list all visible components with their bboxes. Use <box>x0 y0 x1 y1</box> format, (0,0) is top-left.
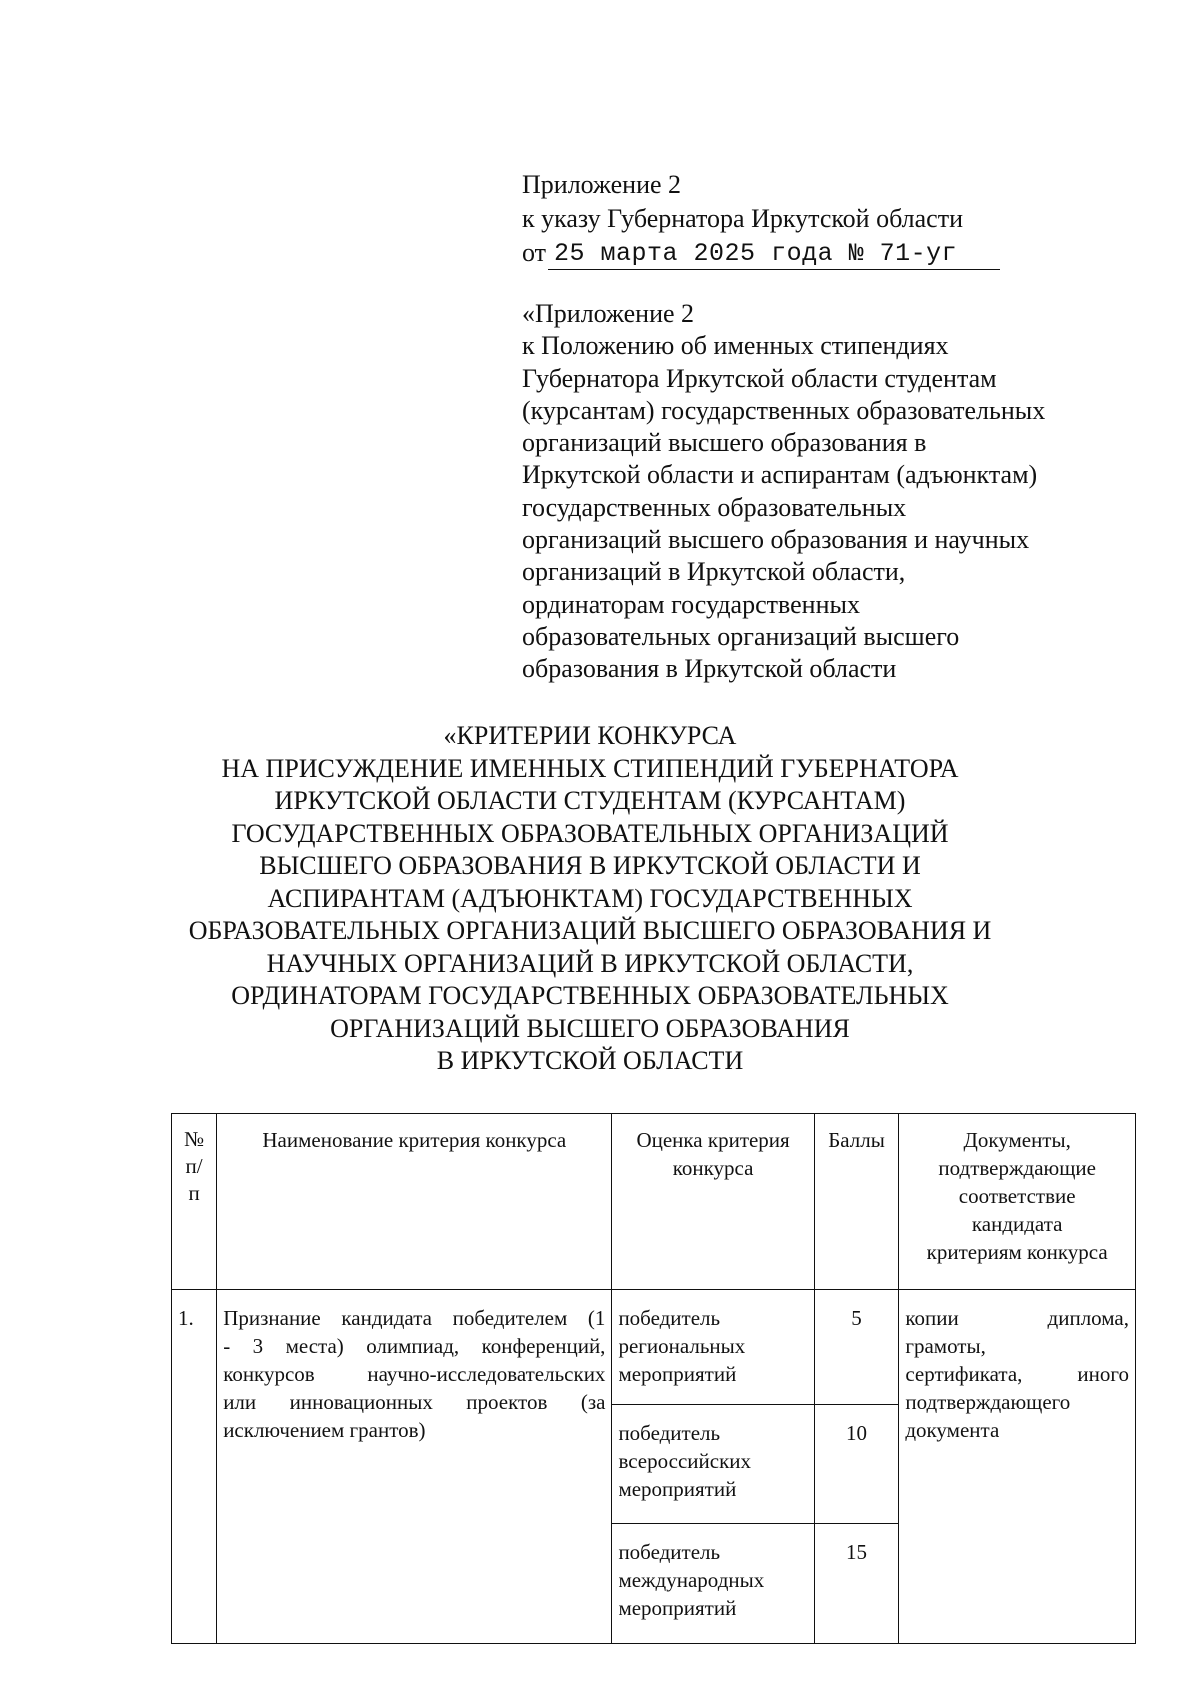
evaluation-line: региональных <box>618 1334 746 1358</box>
criterion-name-line: или инновационных проектов (за <box>223 1390 606 1414</box>
title-line: ИРКУТСКОЙ ОБЛАСТИ СТУДЕНТАМ (КУРСАНТАМ) <box>274 786 906 815</box>
header-num <box>172 1114 217 1290</box>
evaluation-line: мероприятий <box>618 1362 737 1386</box>
appendix2-line: Иркутской области и аспирантам (адъюнктам) <box>522 460 1038 490</box>
appendix2-line: организаций высшего образования в <box>522 428 927 458</box>
appendix-regulation-header <box>522 298 1122 686</box>
evaluation-line: всероссийских <box>618 1449 752 1473</box>
title-line: ОБРАЗОВАТЕЛЬНЫХ ОРГАНИЗАЦИЙ ВЫСШЕГО ОБРАЗОВАНИЯ И <box>188 916 992 945</box>
header-points-text: Баллы <box>828 1128 885 1152</box>
header-docs-line: Документы, <box>963 1128 1071 1152</box>
title-line: АСПИРАНТАМ (АДЪЮНКТАМ) ГОСУДАРСТВЕННЫХ <box>267 883 913 913</box>
evaluation-line: победитель <box>618 1306 721 1330</box>
appendix2-line: организаций в Иркутской области, <box>522 557 906 587</box>
appendix2-line: «Приложение 2 <box>522 299 695 328</box>
appendix-line-2: к указу Губернатора Иркутской области <box>522 204 963 233</box>
criterion-name-line: Признание кандидата победителем (1 <box>223 1306 606 1330</box>
documents-line: копии диплома, <box>905 1306 1129 1330</box>
appendix-header <box>522 168 1082 270</box>
header-docs-line: критериям конкурса <box>926 1240 1108 1264</box>
appendix2-line: (курсантам) государственных образовательных <box>522 395 1046 425</box>
documents-line: сертификата, иного <box>905 1362 1129 1386</box>
table-row <box>172 1290 1136 1405</box>
header-num-line: п <box>188 1181 200 1205</box>
title-line: НА ПРИСУЖДЕНИЕ ИМЕННЫХ СТИПЕНДИЙ ГУБЕРНАТОРА <box>221 753 959 783</box>
title-line: ОРДИНАТОРАМ ГОСУДАРСТВЕННЫХ ОБРАЗОВАТЕЛЬНЫХ <box>231 981 949 1010</box>
appendix-date-line <box>522 236 1082 270</box>
header-docs-line: кандидата <box>971 1212 1063 1236</box>
evaluation-line: мероприятий <box>618 1596 737 1620</box>
appendix2-line: к Положению об именных стипендиях <box>522 331 949 361</box>
documents-line: документа <box>905 1418 1000 1442</box>
header-num-line: № <box>184 1127 205 1151</box>
documents-line: подтверждающего <box>905 1390 1071 1414</box>
header-points <box>814 1114 899 1290</box>
appendix2-line: государственных образовательных <box>522 492 907 522</box>
appendix2-line: Губернатора Иркутской области студентам <box>522 363 997 393</box>
header-eval-line: Оценка критерия <box>636 1128 790 1152</box>
criteria-table <box>171 1113 1136 1644</box>
points-international: 15 <box>814 1524 899 1644</box>
table-header-row <box>172 1114 1136 1290</box>
header-name <box>217 1114 612 1290</box>
evaluation-line: мероприятий <box>618 1477 737 1501</box>
points-national: 10 <box>814 1405 899 1524</box>
documents-line: грамоты, <box>905 1334 986 1358</box>
header-docs <box>899 1114 1136 1290</box>
criterion-name <box>217 1290 612 1644</box>
evaluation-regional <box>612 1290 814 1405</box>
criterion-name-line: - 3 места) олимпиад, конференций, <box>223 1334 606 1358</box>
appendix2-line: образования в Иркутской области <box>522 654 897 684</box>
header-num-line: п/ <box>185 1154 203 1178</box>
header-name-text: Наименование критерия конкурса <box>262 1128 567 1152</box>
appendix2-line: образовательных организаций высшего <box>522 621 960 651</box>
title-line: «КРИТЕРИИ КОНКУРСА <box>443 721 737 750</box>
document-title <box>130 720 1050 1078</box>
supporting-documents <box>899 1290 1136 1644</box>
appendix2-line: организаций высшего образования и научных <box>522 525 1030 555</box>
header-eval <box>612 1114 814 1290</box>
title-line: ВЫСШЕГО ОБРАЗОВАНИЯ В ИРКУТСКОЙ ОБЛАСТИ И <box>259 851 921 880</box>
evaluation-line: международных <box>618 1568 765 1592</box>
date-prefix: от <box>522 238 547 267</box>
title-line: ГОСУДАРСТВЕННЫХ ОБРАЗОВАТЕЛЬНЫХ ОРГАНИЗАЦИЙ <box>231 818 949 848</box>
row-number: 1. <box>172 1290 217 1644</box>
header-docs-line: соответствие <box>958 1184 1076 1208</box>
appendix-line-1: Приложение 2 <box>522 170 682 199</box>
criterion-name-line: конкурсов научно-исследовательских <box>223 1362 606 1386</box>
title-line: ОРГАНИЗАЦИЙ ВЫСШЕГО ОБРАЗОВАНИЯ <box>330 1013 850 1043</box>
evaluation-international <box>612 1524 814 1644</box>
header-eval-line: конкурса <box>672 1156 754 1180</box>
evaluation-national <box>612 1405 814 1524</box>
title-line: В ИРКУТСКОЙ ОБЛАСТИ <box>436 1046 744 1075</box>
appendix2-line: ординаторам государственных <box>522 589 860 619</box>
points-regional: 5 <box>814 1290 899 1405</box>
header-docs-line: подтверждающие <box>938 1156 1096 1180</box>
title-line: НАУЧНЫХ ОРГАНИЗАЦИЙ В ИРКУТСКОЙ ОБЛАСТИ, <box>266 948 914 978</box>
criterion-name-line: исключением грантов) <box>223 1418 426 1442</box>
date-value: 25 марта 2025 года № 71-уг <box>548 239 1000 270</box>
evaluation-line: победитель <box>618 1540 721 1564</box>
evaluation-line: победитель <box>618 1421 721 1445</box>
